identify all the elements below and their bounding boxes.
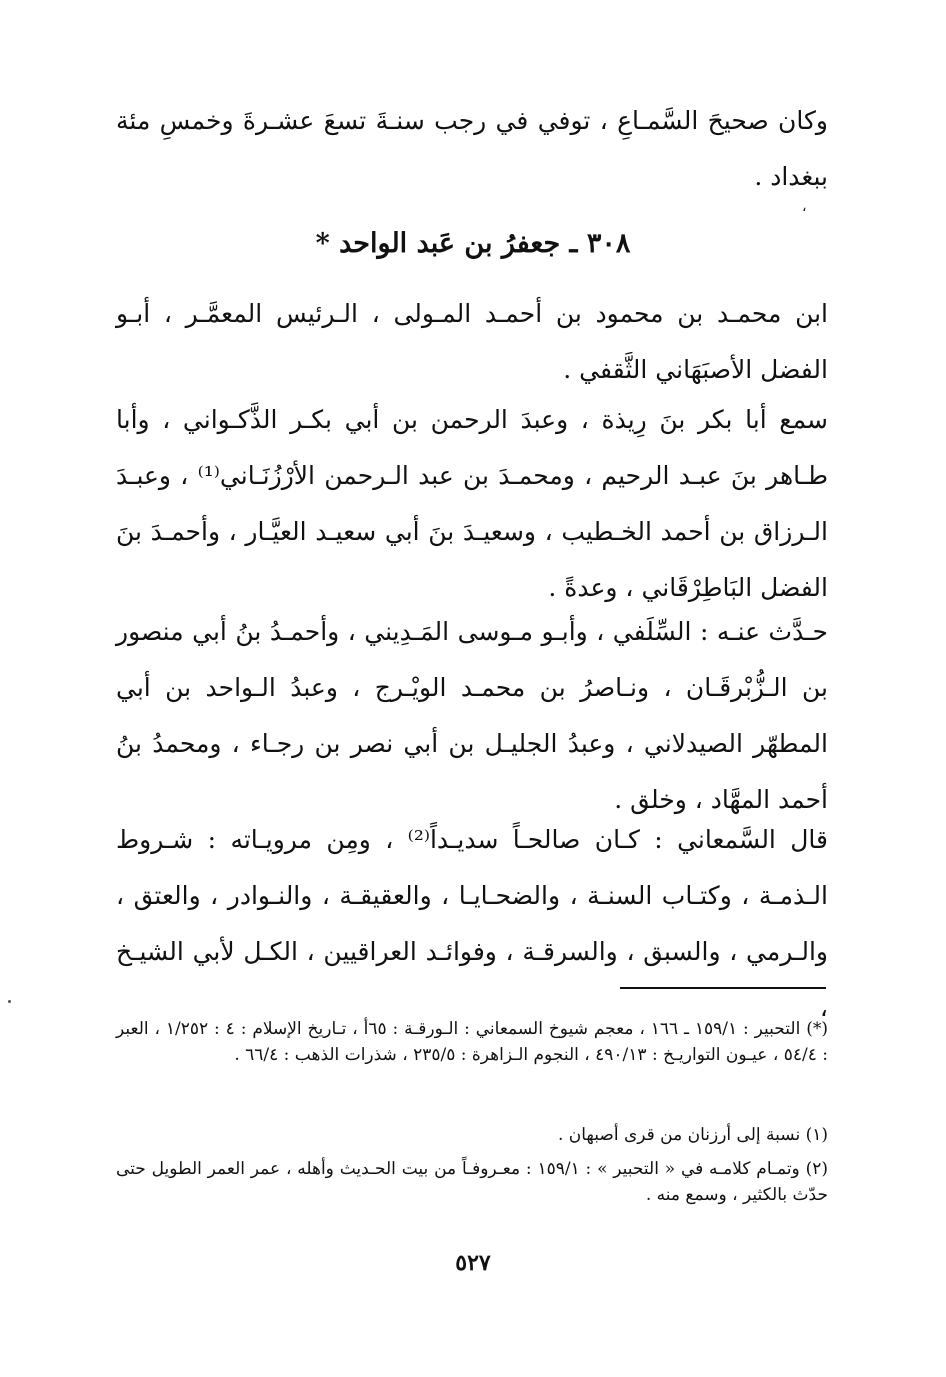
footnote-source: (*) التحبير : ١٥٩/١ ـ ١٦٦ ، معجم شيوخ السمعاني : الـورقـة : ٦٥أ ، تـاريخ الإسلام : ٤ : ١/٢٥٢ ، العبر : ٥٤/٤ ، عيـون التواريـخ : ٤٩٠/١٣ ، النجوم الـزاهرة : ٢٣٥/٥ ، شذرات الذهب : ٦٦/٤ . [116,1019,828,1065]
footnote-1: (١) نسبة إلى أرزنان من قرى أصبهان . [557,1125,828,1145]
footnote-2: (٢) وتمـام كلامـه في « التحبير » : ١٥٩/١ : معـروفـاً من بيت الحـديث وأهله ، عمر العمر الطويل حتى حدّث بالكثير ، وسمع منه . [116,1159,828,1205]
footnote-divider [620,987,826,989]
margin-speck [8,1000,11,1003]
stray-mark: ، [802,199,807,215]
heard-from-paragraph: سمع أبا بكر بنَ رِيذة ، وعبدَ الرحمن بن أبي بكـر الذَّكـواني ، وأبا طـاهر بنَ عبـد الرحيم ، ومحمـدَ بن عبد الـرحمن الأرْزُنَـاني⁽¹⁾ ، وعبـدَ الـرزاق بن أحمد الخـطيب ، وسعيـدَ بنَ أبي سعيـد العيَّـار ، وأحمـدَ بنَ الفضل البَاطِرْقَاني ، وعدةً . [116,405,828,602]
samani-paragraph: قال السَّمعاني : كـان صالحـاً سديـداً⁽²⁾ ، ومِن مرويـاته : شـروط الـذمـة ، وكتـاب السنـة ، والضحـايـا ، والعقيقـة ، والنـوادر ، والعتق ، والـرمي ، والسبق ، والسرقـة ، وفوائـد العراقيين ، الكـل لأبي الشيـخ ، [116,825,828,1022]
narrated-paragraph: حـدَّث عنـه : السِّلَفي ، وأبـو مـوسى المَـدِيني ، وأحمـدُ بنُ أبي منصور بن الـزُّبْرقَـان ، ونـاصرُ بن محمـد الويْـرج ، وعبدُ الـواحد بن أبي المطهّر الصيدلاني ، وعبدُ الجليـل بن أبي نصر بن رجـاء ، ومحمدُ بنُ أحمد المهَّاد ، وخلق . [116,617,828,814]
lineage-paragraph: ابن محمـد بن محمود بن أحمـد المـولى ، الـرئيس المعمَّـر ، أبـو الفضل الأصبَهَاني الثَّقفي . [116,299,828,384]
entry-title: ٣٠٨ ـ جعفرُ بن عَبد الواحد * [315,228,631,259]
intro-paragraph: وكان صحيحَ السَّمـاعِ ، توفي في رجب سنـةَ تسعَ عشـرةَ وخمسِ مئة ببغداد . [116,106,828,191]
page-number: ٥٢٧ [455,1250,491,1276]
